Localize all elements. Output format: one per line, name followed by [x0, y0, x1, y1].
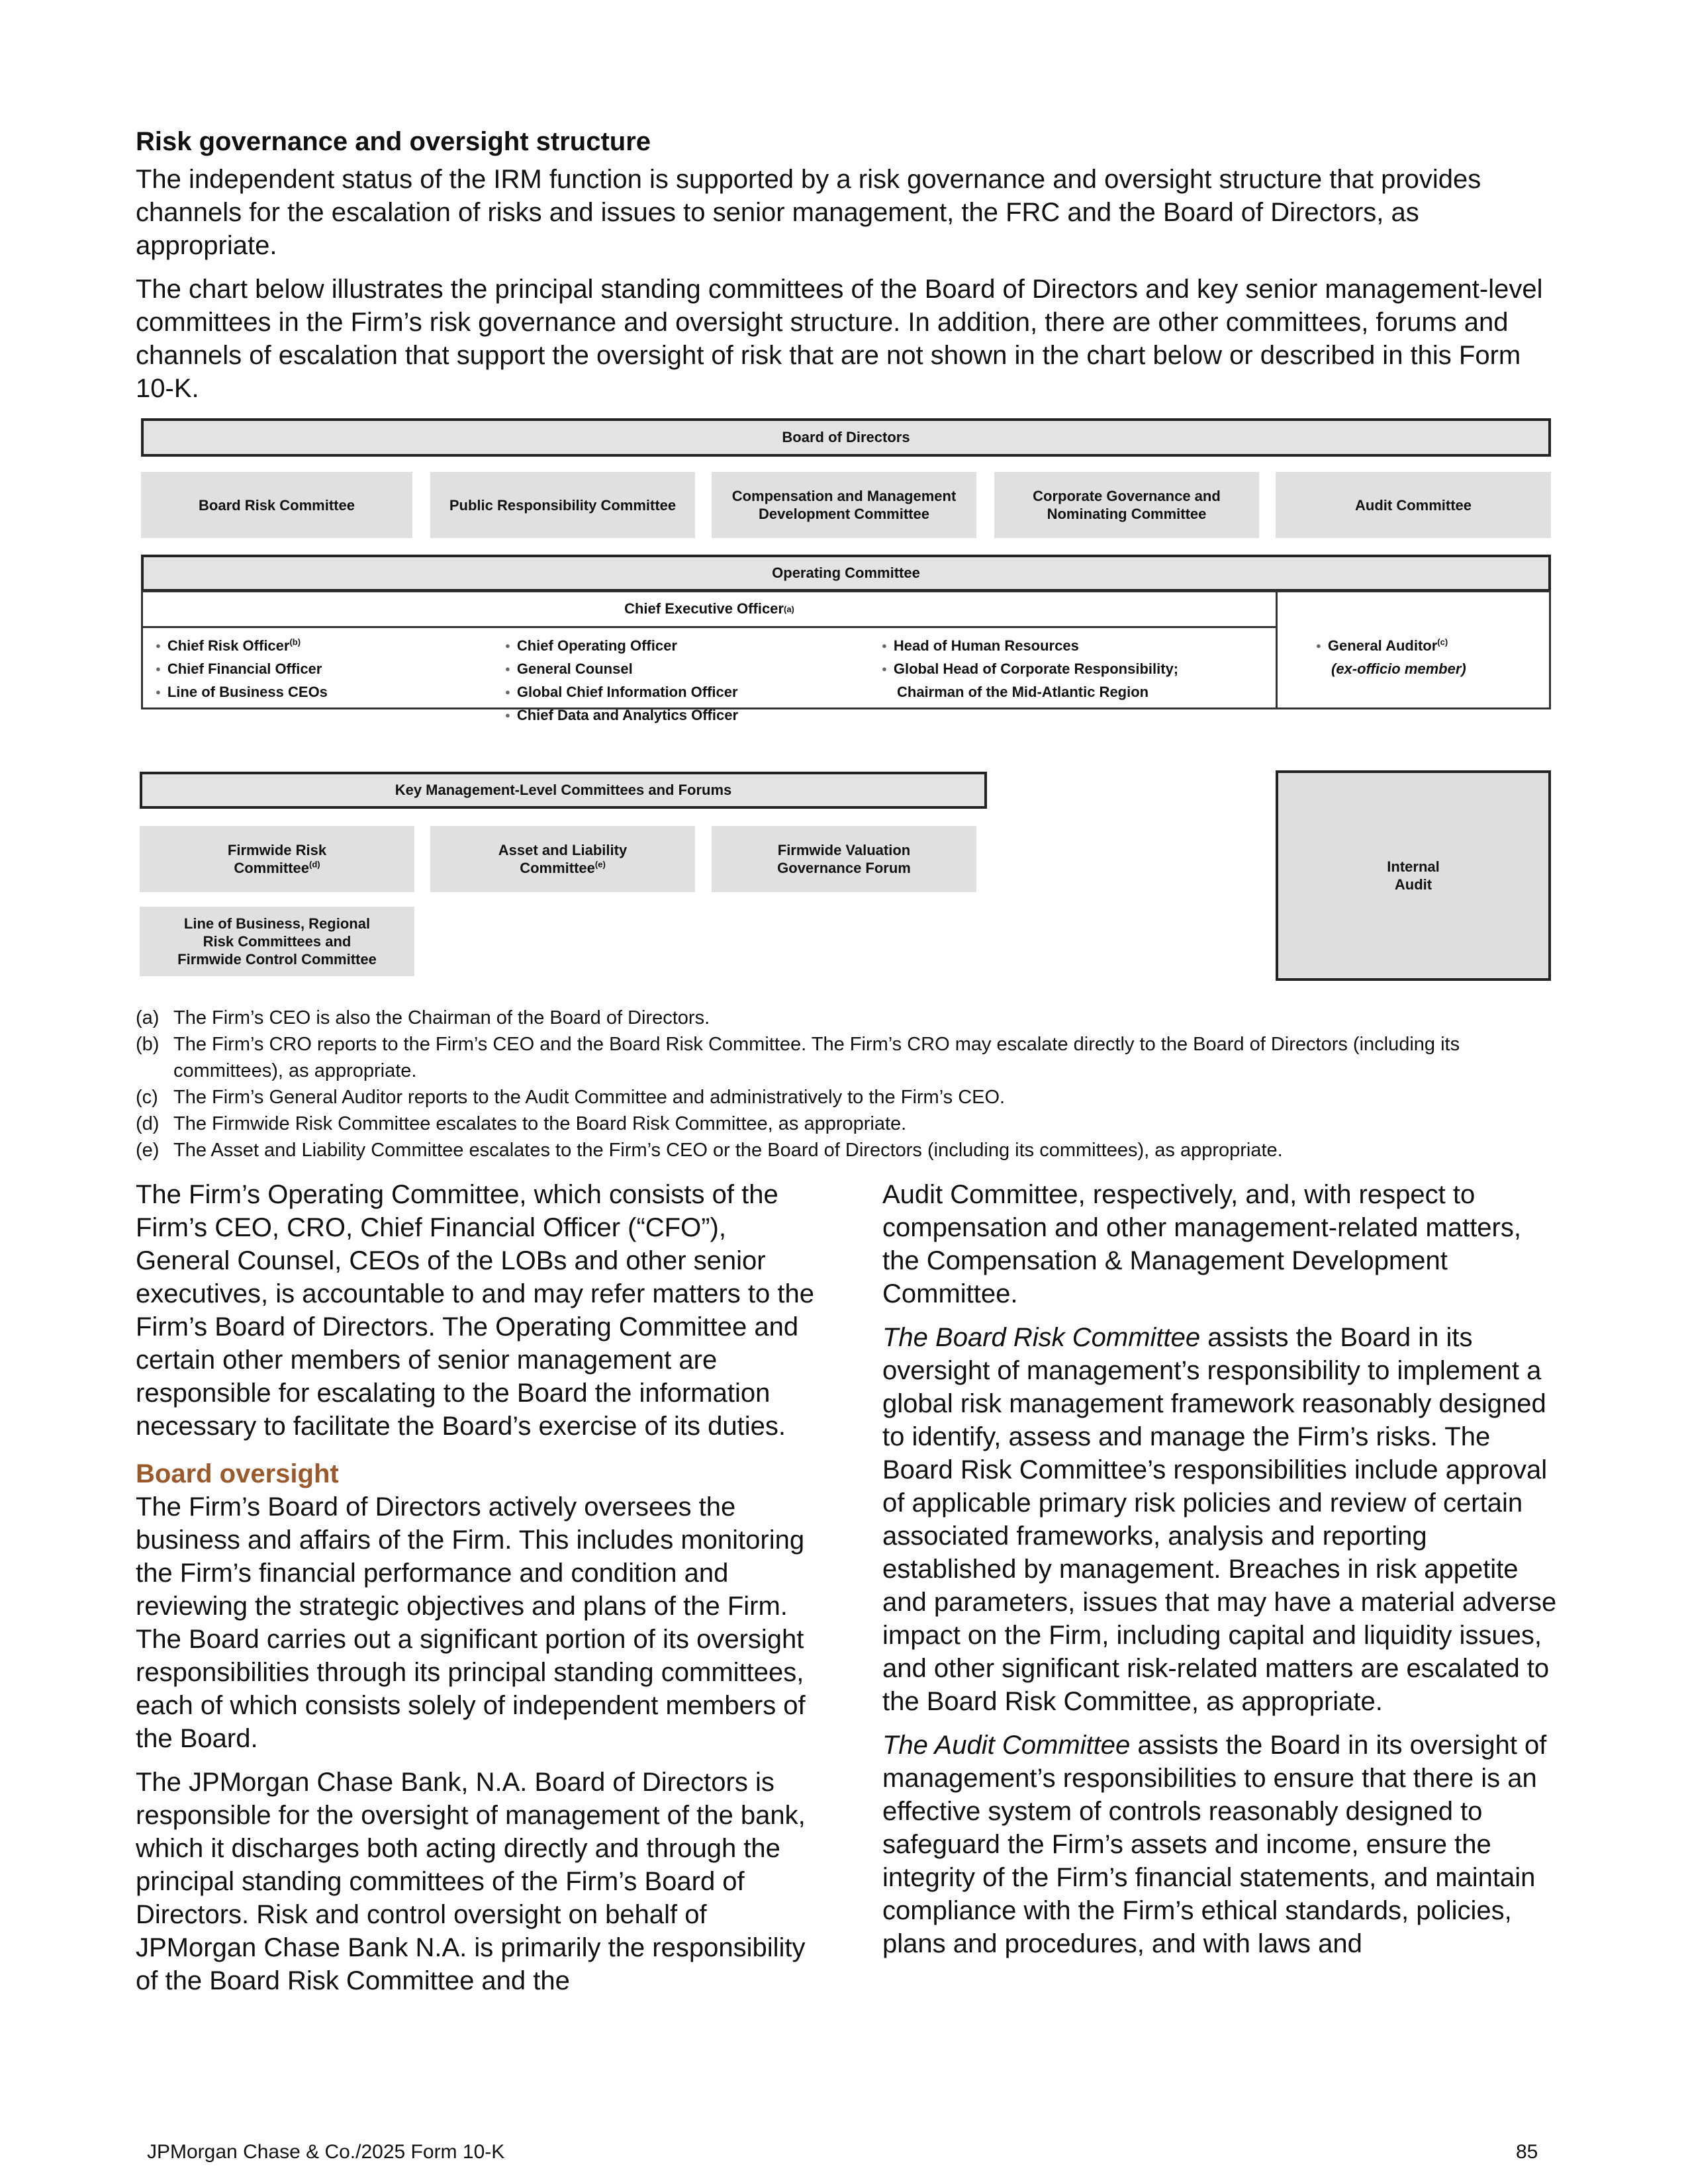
- members-column-3: [882, 634, 1178, 704]
- footnote-text: The Firm’s CRO reports to the Firm’s CEO and the Board Risk Committee. The Firm’s CRO may escalate directly to the Board of Directors (including its committees), as appropriate.: [173, 1034, 1460, 1081]
- bank-board-paragraph: The JPMorgan Chase Bank, N.A. Board of Directors is responsible for the oversight of management of the bank, which it discharges both acting directly and through the principal standing committees of the Firm’s Board of Directors. Risk and control oversight on behalf of JPMorgan Chase Bank N.A. is primarily the responsibility of the Board Risk Committee and the: [136, 1768, 806, 1995]
- ceo-note: (a): [783, 604, 794, 614]
- key-management-label: Key Management-Level Committees and Forums: [395, 782, 732, 798]
- lob-regional-committees-box: [140, 907, 414, 976]
- ex-officio-note: (ex-officio member): [1331, 660, 1466, 677]
- member-cro: Chief Risk Officer: [167, 637, 290, 654]
- cro-note: (b): [289, 637, 301, 647]
- lob-label-3: Firmwide Control Committee: [177, 951, 377, 968]
- compensation-label-2: Development Committee: [759, 506, 929, 522]
- lob-label-2: Risk Committees and: [203, 933, 352, 950]
- operating-committee-bar: [141, 555, 1551, 592]
- audit-committee-text: assists the Board in its oversight of management’s responsibilities to ensure that there is an effective system of controls reasonably designed to safeguard the Firm’s assets and income, ensure the integrity of the Firm’s financial statements, and maintain compliance with the Firm’s ethical standards, policies, plans and procedures, and with laws and: [882, 1731, 1547, 1958]
- chart-footnotes: [136, 1005, 1566, 1163]
- member-item: ● Chief Operating Officer: [505, 634, 738, 657]
- fvgf-label-2: Governance Forum: [777, 860, 911, 876]
- internal-audit-label-1: Internal: [1387, 858, 1440, 875]
- governance-chart: [136, 416, 1552, 991]
- ceo-row: [141, 592, 1278, 626]
- operating-committee-label: Operating Committee: [772, 565, 920, 581]
- member-general-auditor: General Auditor: [1327, 637, 1438, 654]
- alco-label-1: Asset and Liability: [498, 842, 628, 858]
- board-risk-committee-paragraph: [882, 1321, 1564, 1718]
- member-item-continued: Chairman of the Mid-Atlantic Region: [897, 684, 1149, 700]
- intro-paragraph-1: The independent status of the IRM function is supported by a risk governance and oversight structure that provides channels for the escalation of risks and issues to senior management, the FRC and the Board of Directors, as appropriate.: [136, 165, 1481, 260]
- member-item: ● Line of Business CEOs: [156, 680, 328, 704]
- footnote-e: [136, 1137, 1566, 1163]
- member-item: ● Chief Data and Analytics Officer: [505, 704, 738, 727]
- audit-committee-paragraph: [882, 1729, 1564, 1960]
- member-item: ● Global Chief Information Officer: [505, 680, 738, 704]
- member-item: ● Head of Human Resources: [882, 634, 1178, 657]
- member-item: ● Chief Financial Officer: [156, 657, 328, 680]
- frc-label-1: Firmwide Risk: [227, 842, 327, 858]
- frame-divider-horizontal: [141, 626, 1278, 628]
- page-number: 85: [1516, 2141, 1538, 2163]
- member-item: ● Global Head of Corporate Responsibility;: [882, 657, 1178, 680]
- operating-committee-paragraph: The Firm’s Operating Committee, which consists of the Firm’s CEO, CRO, Chief Financial Officer (“CFO”), General Counsel, CEOs of the LOBs and other senior executives, is accountable to and may refer matters to the Firm’s Board of Directors. The Operating Committee and certain other members of senior management are responsible for escalating to the Board the information necessary to facilitate the Board’s exercise of its duties.: [136, 1180, 814, 1441]
- members-column-4: [1316, 634, 1466, 680]
- ga-note: (c): [1437, 637, 1448, 647]
- board-risk-committee-label: Board Risk Committee: [199, 496, 355, 514]
- frc-label-2: Committee: [234, 860, 310, 876]
- frc-note: (d): [309, 859, 320, 870]
- footnote-text: The Asset and Liability Committee escalates to the Firm’s CEO or the Board of Directors (including its committees), as appropriate.: [173, 1140, 1283, 1161]
- alco-note: (e): [594, 859, 606, 870]
- alco-box: [430, 826, 695, 892]
- audit-committee-box: [1276, 472, 1551, 538]
- public-responsibility-label: Public Responsibility Committee: [449, 496, 677, 514]
- governance-label-2: Nominating Committee: [1047, 506, 1207, 522]
- right-column: [882, 1178, 1564, 1960]
- footnote-d: [136, 1111, 1566, 1137]
- board-risk-committee-text: assists the Board in its oversight of management’s responsibility to implement a global risk management framework reasonably designed to identify, assess and manage the Firm’s risks. The Board Risk Committee’s responsibilities include approval of applicable primary risk policies and review of certain associated frameworks, analysis and reporting established by management. Breaches in risk appetite and parameters, issues that may have a material adverse impact on the Firm, including capital and liquidity issues, and other significant risk-related matters are escalated to the Board Risk Committee, as appropriate.: [882, 1323, 1557, 1716]
- lob-label-1: Line of Business, Regional: [183, 915, 371, 932]
- member-item: [156, 634, 328, 657]
- footnote-b: [136, 1031, 1566, 1084]
- corporate-governance-committee-box: [994, 472, 1259, 538]
- footnote-label: (b): [136, 1034, 160, 1055]
- board-risk-committee-term: The Board Risk Committee: [882, 1323, 1201, 1352]
- member-item: ● General Counsel: [505, 657, 738, 680]
- footnote-c: [136, 1084, 1566, 1111]
- compensation-label-1: Compensation and Management: [731, 488, 957, 504]
- audit-committee-term: The Audit Committee: [882, 1731, 1131, 1760]
- footnote-text: The Firmwide Risk Committee escalates to the Board Risk Committee, as appropriate.: [173, 1113, 907, 1134]
- board-label: Board of Directors: [782, 429, 910, 445]
- key-management-bar: [140, 772, 987, 809]
- footnote-label: (a): [136, 1007, 160, 1028]
- member-item: [1316, 634, 1466, 657]
- alco-label-2: Committee: [520, 860, 595, 876]
- audit-continued-paragraph: Audit Committee, respectively, and, with respect to compensation and other management-related matters, the Compensation & Management Development Committee.: [882, 1180, 1521, 1308]
- firmwide-valuation-forum-box: [712, 826, 976, 892]
- footer-document-title: JPMorgan Chase & Co./2025 Form 10-K: [147, 2141, 505, 2163]
- footnote-label: (d): [136, 1113, 160, 1134]
- ceo-label: Chief Executive Officer: [624, 600, 784, 617]
- fvgf-label-1: Firmwide Valuation: [777, 842, 911, 858]
- footnote-text: The Firm’s CEO is also the Chairman of the Board of Directors.: [173, 1007, 710, 1028]
- intro-paragraph-2: The chart below illustrates the principal standing committees of the Board of Directors and key senior management-level committees in the Firm’s risk governance and oversight structure. In addition, there are other committees, forums and channels of escalation that support the oversight of risk that are not shown in the chart below or described in this Form 10-K.: [136, 275, 1543, 403]
- footnote-label: (e): [136, 1140, 160, 1161]
- footnote-a: [136, 1005, 1566, 1031]
- governance-label-1: Corporate Governance and: [1033, 488, 1221, 504]
- board-risk-committee-box: [141, 472, 412, 538]
- left-column: [136, 1178, 818, 1997]
- board-oversight-heading: Board oversight: [136, 1459, 339, 1488]
- internal-audit-label-2: Audit: [1394, 876, 1432, 893]
- footnote-label: (c): [136, 1087, 158, 1108]
- firmwide-risk-committee-box: [140, 826, 414, 892]
- board-oversight-paragraph: The Firm’s Board of Directors actively oversees the business and affairs of the Firm. This includes monitoring the Firm’s financial performance and condition and reviewing the strategic objectives and plans of the Firm. The Board carries out a significant portion of its oversight responsibilities through its principal standing committees, each of which consists solely of independent members of the Board.: [136, 1492, 806, 1753]
- section-heading: Risk governance and oversight structure: [136, 127, 651, 156]
- audit-committee-label: Audit Committee: [1355, 496, 1472, 514]
- compensation-committee-box: [712, 472, 976, 538]
- members-column-2: [505, 634, 738, 727]
- board-of-directors-bar: [141, 418, 1551, 457]
- members-column-1: [156, 634, 328, 704]
- footnote-text: The Firm’s General Auditor reports to the Audit Committee and administratively to the Firm’s CEO.: [173, 1087, 1006, 1108]
- public-responsibility-committee-box: [430, 472, 695, 538]
- internal-audit-box: [1276, 770, 1551, 981]
